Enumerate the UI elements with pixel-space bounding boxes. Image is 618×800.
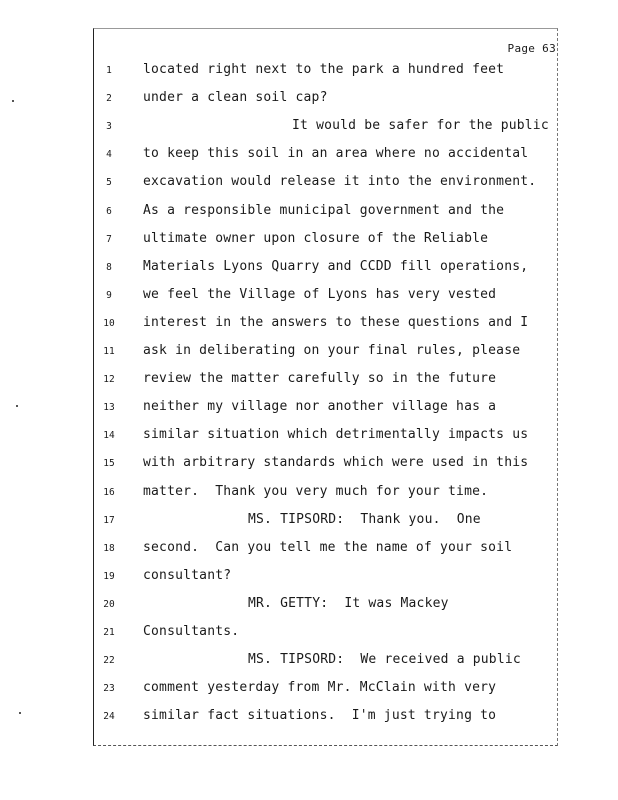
transcript-line: [0, 540, 618, 560]
line-text: review the matter carefully so in the future: [143, 371, 497, 387]
scan-speck: [12, 100, 14, 102]
line-number: 5: [106, 177, 112, 189]
line-text: Materials Lyons Quarry and CCDD fill operations,: [143, 258, 529, 274]
line-number: 18: [103, 542, 115, 554]
line-number: 1: [106, 65, 112, 76]
transcript-line: [0, 427, 618, 447]
line-text: similar fact situations. I'm just trying to: [143, 708, 497, 724]
transcript-line: [0, 512, 618, 532]
line-number: 22: [103, 655, 115, 667]
transcript-line: [0, 371, 618, 391]
line-number: 7: [106, 233, 112, 245]
line-number: 12: [103, 374, 115, 386]
transcript-line: [0, 203, 618, 223]
line-text: matter. Thank you very much for your time.: [143, 483, 489, 499]
line-number: 15: [103, 458, 115, 470]
line-text: MS. TIPSORD: We received a public: [248, 652, 521, 668]
line-number: 23: [103, 683, 115, 695]
line-number: 16: [103, 486, 115, 498]
transcript-line: [0, 231, 618, 251]
line-number: 3: [106, 121, 112, 133]
line-text: second. Can you tell me the name of your soil: [143, 539, 513, 555]
transcript-line: [0, 259, 618, 279]
line-number: 4: [106, 149, 112, 161]
line-number: 10: [103, 317, 115, 329]
line-text: Consultants.: [143, 624, 240, 639]
transcript-line: [0, 484, 618, 504]
transcript-line: [0, 624, 618, 644]
transcript-line: [0, 287, 618, 307]
transcript-line: [0, 708, 618, 728]
line-text: ask in deliberating on your final rules, please: [143, 343, 521, 358]
transcript-line: [0, 652, 618, 672]
line-number: 20: [103, 598, 115, 610]
line-text: to keep this soil in an area where no accidental: [143, 146, 529, 162]
line-text: As a responsible municipal government and the: [143, 202, 505, 218]
transcript-line: [0, 146, 618, 166]
line-number: 6: [106, 205, 112, 217]
line-number: 11: [103, 346, 115, 357]
line-text: similar situation which detrimentally impacts us: [143, 427, 529, 443]
page-number: Page 63: [507, 42, 556, 55]
line-text: comment yesterday from Mr. McClain with very: [143, 680, 497, 696]
transcript-line: [0, 680, 618, 700]
line-text: It would be safer for the public: [292, 118, 549, 134]
transcript-line: [0, 174, 618, 194]
scan-speck: [19, 712, 21, 714]
line-text: with arbitrary standards which were used in this: [143, 455, 529, 471]
line-text: interest in the answers to these questions and I: [143, 314, 529, 330]
line-text: consultant?: [143, 567, 232, 583]
line-text: excavation would release it into the environment.: [143, 174, 537, 190]
line-number: 17: [103, 514, 115, 526]
line-text: MS. TIPSORD: Thank you. One: [248, 511, 481, 527]
transcript-line: [0, 399, 618, 419]
transcript-line: [0, 315, 618, 335]
transcript-line: [0, 596, 618, 616]
transcript-line: [0, 455, 618, 475]
line-number: 9: [106, 289, 112, 301]
line-text: under a clean soil cap?: [143, 90, 328, 106]
line-text: ultimate owner upon closure of the Reliable: [143, 230, 489, 246]
line-number: 14: [103, 430, 115, 442]
line-number: 21: [103, 627, 115, 638]
line-number: 8: [106, 261, 112, 273]
line-text: MR. GETTY: It was Mackey: [248, 595, 449, 611]
transcript-line: [0, 90, 618, 110]
transcript-line: [0, 118, 618, 138]
line-text: we feel the Village of Lyons has very vested: [143, 286, 497, 302]
transcript-line: [0, 62, 618, 82]
line-text: located right next to the park a hundred feet: [143, 62, 505, 77]
transcript-line: [0, 343, 618, 363]
transcript-line: [0, 568, 618, 588]
line-number: 13: [103, 402, 115, 414]
line-number: 19: [103, 570, 115, 582]
line-number: 24: [103, 711, 115, 723]
line-text: neither my village nor another village has a: [143, 399, 497, 415]
line-number: 2: [106, 93, 112, 105]
scan-speck: [16, 405, 18, 407]
